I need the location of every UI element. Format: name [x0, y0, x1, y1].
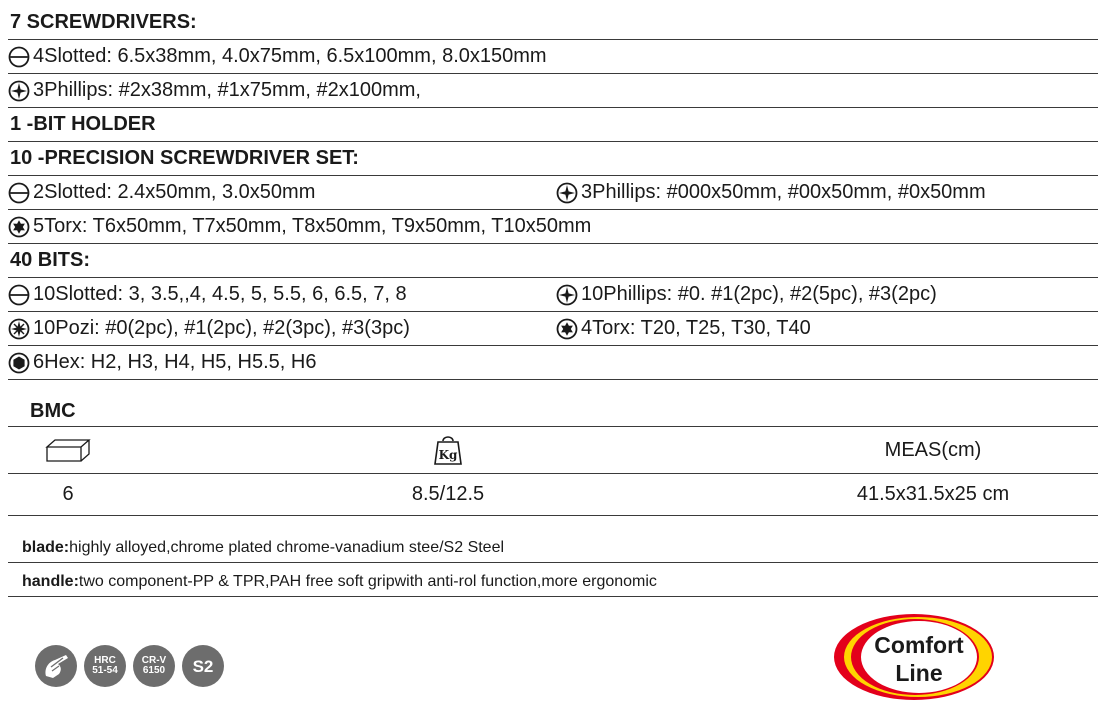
precision-slotted-phillips-row	[8, 176, 1098, 210]
bit-holder-heading: 1 -BIT HOLDER	[8, 108, 1098, 142]
bmc-qty-header	[8, 437, 128, 463]
crv-badge-line2: 6150	[142, 665, 166, 676]
torx-icon	[8, 216, 30, 238]
pozi-icon	[8, 318, 30, 340]
screwdrivers-heading: 7 SCREWDRIVERS:	[8, 6, 1098, 40]
crv-badge	[133, 645, 175, 687]
bmc-meas-header: MEAS(cm)	[884, 438, 982, 461]
bmc-meas-value: 41.5x31.5x25 cm	[856, 483, 1010, 505]
ergonomic-grip-badge	[35, 645, 77, 687]
feature-badges	[35, 645, 224, 687]
weight-kg-icon	[432, 434, 464, 466]
bits-pozi-torx-row	[8, 312, 1098, 346]
phillips-icon	[8, 80, 30, 102]
screwdrivers-slotted-text: 4Slotted: 6.5x38mm, 4.0x75mm, 6.5x100mm, 8.0x150mm	[33, 45, 547, 67]
bmc-values-row	[8, 474, 1098, 516]
slotted-icon	[8, 284, 30, 306]
contents-spec-table	[8, 6, 1098, 380]
precision-heading: 10 -PRECISION SCREWDRIVER SET:	[8, 142, 1098, 176]
handle-label: handle:	[22, 572, 79, 590]
bits-hex-text: 6Hex: H2, H3, H4, H5, H5.5, H6	[33, 351, 317, 373]
carton-box-icon	[45, 437, 91, 463]
bits-phillips-text: 10Phillips: #0. #1(2pc), #2(5pc), #3(2pc)	[581, 283, 937, 305]
hrc-badge-line2: 51-54	[92, 665, 118, 676]
bmc-weight-value: 8.5/12.5	[411, 483, 485, 505]
torx-icon	[556, 318, 578, 340]
logo-line2: Line	[895, 660, 943, 686]
precision-torx-row	[8, 210, 1098, 244]
hand-grip-icon	[39, 649, 73, 683]
bmc-table	[8, 426, 1098, 516]
bits-slotted-phillips-row	[8, 278, 1098, 312]
precision-torx-text: 5Torx: T6x50mm, T7x50mm, T8x50mm, T9x50mm, T10x50mm	[33, 215, 592, 237]
phillips-icon	[556, 182, 578, 204]
bits-hex-row	[8, 346, 1098, 380]
handle-text: two component-PP & TPR,PAH free soft gripwith anti-rol function,more ergonomic	[78, 572, 657, 590]
bmc-qty-value: 6	[62, 483, 74, 505]
screwdrivers-phillips-row	[8, 74, 1098, 108]
bmc-header-row	[8, 426, 1098, 474]
hrc-badge-line1: HRC	[94, 655, 116, 666]
bits-torx-text: 4Torx: T20, T25, T30, T40	[581, 317, 811, 339]
phillips-icon	[556, 284, 578, 306]
bits-slotted-text: 10Slotted: 3, 3.5,,4, 4.5, 5, 5.5, 6, 6.5, 7, 8	[33, 283, 407, 305]
precision-slotted-text: 2Slotted: 2.4x50mm, 3.0x50mm	[33, 181, 316, 203]
handle-note	[8, 567, 1098, 597]
screwdrivers-phillips-text: 3Phillips: #2x38mm, #1x75mm, #2x100mm,	[33, 79, 421, 101]
weight-kg-icon-label: Kg	[438, 448, 458, 462]
slotted-icon	[8, 46, 30, 68]
bmc-title: BMC	[30, 400, 76, 422]
bmc-weight-header	[128, 434, 768, 466]
slotted-icon	[8, 182, 30, 204]
blade-label: blade:	[22, 538, 70, 556]
hrc-badge	[84, 645, 126, 687]
bits-heading: 40 BITS:	[8, 244, 1098, 278]
hex-icon	[8, 352, 30, 374]
crv-badge-line1: CR-V	[141, 655, 167, 666]
logo-line1: Comfort	[874, 632, 964, 658]
s2-badge	[182, 645, 224, 687]
blade-note	[8, 533, 1098, 563]
screwdrivers-slotted-row	[8, 40, 1098, 74]
blade-text: highly alloyed,chrome plated chrome-vanadium stee/S2 Steel	[69, 538, 505, 556]
s2-badge-text: S2	[192, 656, 214, 676]
precision-phillips-text: 3Phillips: #000x50mm, #00x50mm, #0x50mm	[581, 181, 986, 203]
bits-pozi-text: 10Pozi: #0(2pc), #1(2pc), #2(3pc), #3(3pc)	[33, 317, 410, 339]
comfort-line-logo	[833, 613, 995, 701]
